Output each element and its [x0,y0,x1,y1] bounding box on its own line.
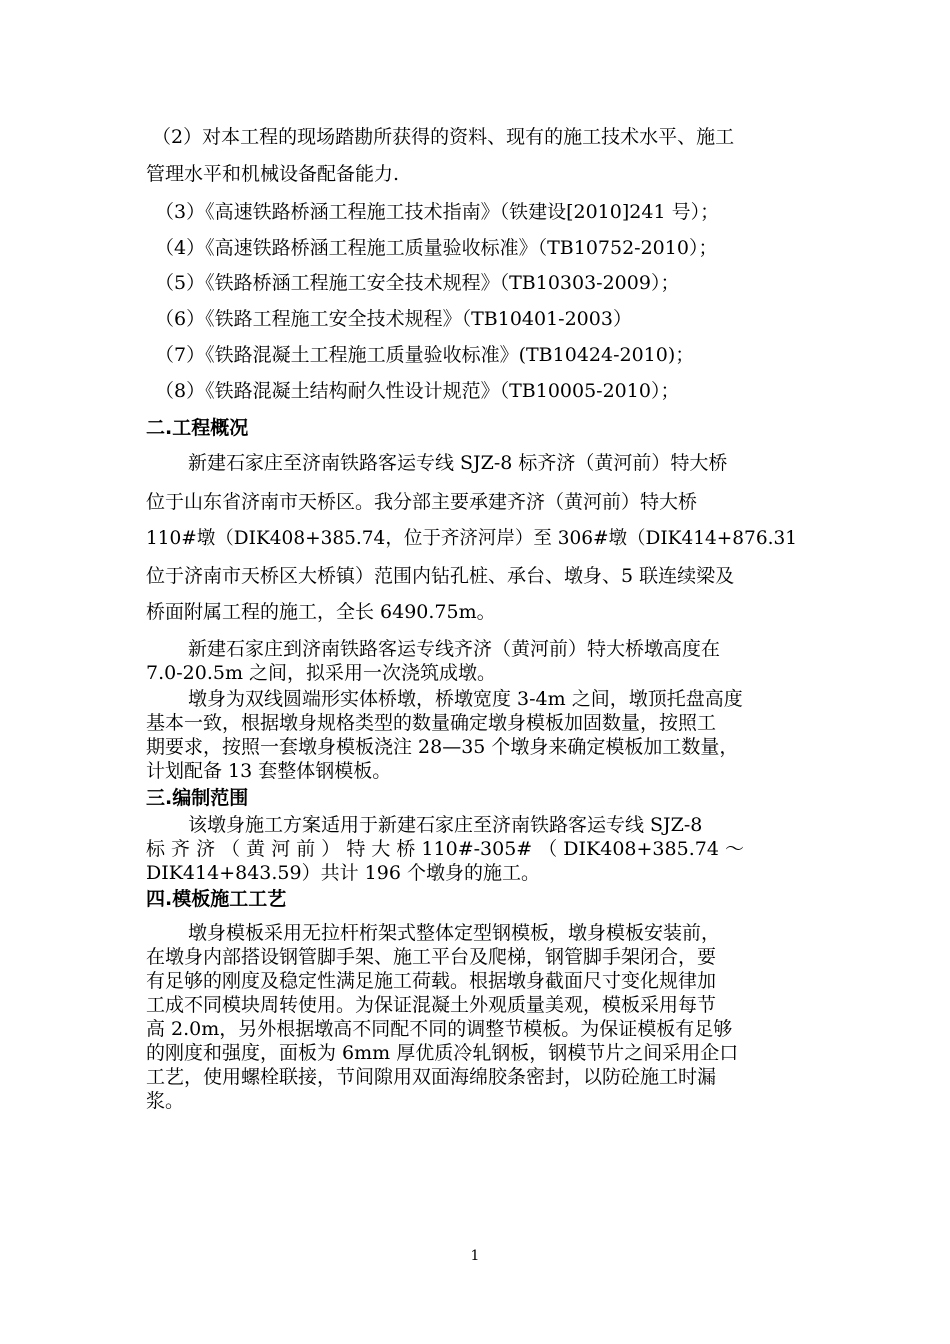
ref-item-3: （3）《高速铁路桥涵工程施工技术指南》（铁建设[2010]241 号）； [155,201,720,223]
section-2-p3-line-1: 墩身为双线圆端形实体桥墩，桥墩宽度 3-4m 之间，墩顶托盘高度 [188,688,743,710]
section-2-p1-line-3: 110#墩（DIK408+385.74，位于齐济河岸）至 306#墩（DIK414+876.31 [146,528,798,549]
section-2-p3-line-2: 基本一致，根据墩身规格类型的数量确定墩身模板加固数量，按照工 [146,712,717,734]
section-3-heading: 三.编制范围 [146,787,249,809]
ref-item-2-line-1: （2）对本工程的现场踏勘所获得的资料、现有的施工技术水平、施工 [152,126,735,148]
section-2-p1-line-4: 位于济南市天桥区大桥镇）范围内钻孔桩、承台、墩身、5 联连续梁及 [146,565,735,587]
ref-item-8: （8）《铁路混凝土结构耐久性设计规范》（TB10005-2010）； [155,380,680,402]
section-2-p1-line-5: 桥面附属工程的施工，全长 6490.75m。 [146,601,496,623]
section-4-p-line-8: 浆。 [146,1090,185,1112]
ref-item-4: （4）《高速铁路桥涵工程施工质量验收标准》（TB10752-2010）； [155,237,718,259]
page-number: 1 [470,1248,480,1264]
section-4-p-line-3: 有足够的刚度及稳定性满足施工荷载。根据墩身截面尺寸变化规律加 [146,970,717,992]
ref-item-6: （6）《铁路工程施工安全技术规程》（TB10401-2003） [155,308,632,330]
section-4-heading: 四.模板施工工艺 [146,888,287,910]
section-2-p2-line-1: 新建石家庄到济南铁路客运专线齐济（黄河前）特大桥墩高度在 [188,638,721,660]
section-3-p-line-3: DIK414+843.59）共计 196 个墩身的施工。 [146,862,540,884]
section-4-p-line-7: 工艺，使用螺栓联接，节间隙用双面海绵胶条密封，以防砼施工时漏 [146,1066,717,1088]
section-2-p3-line-3: 期要求，按照一套墩身模板浇注 28—35 个墩身来确定模板加工数量， [146,736,739,758]
ref-item-2-line-2: 管理水平和机械设备配备能力. [146,163,400,185]
ref-item-5: （5）《铁路桥涵工程施工安全技术规程》（TB10303-2009）； [155,272,680,294]
section-4-p-line-4: 工成不同模块周转使用。为保证混凝土外观质量美观，模板采用每节 [146,994,717,1016]
section-4-p-line-1: 墩身模板采用无拉杆桁架式整体定型钢模板，墩身模板安装前， [188,922,721,944]
section-4-p-line-2: 在墩身内部搭设钢管脚手架、施工平台及爬梯，钢管脚手架闭合，要 [146,946,717,968]
section-2-p2-line-2: 7.0-20.5m 之间，拟采用一次浇筑成墩。 [146,662,496,684]
section-3-p-line-2: 标 齐 济 （ 黄 河 前 ） 特 大 桥 110#-305# （ DIK408+385.74 ～ [146,838,744,860]
section-2-p3-line-4: 计划配备 13 套整体钢模板。 [146,760,392,782]
section-2-p1-line-2: 位于山东省济南市天桥区。我分部主要承建齐济（黄河前）特大桥 [146,491,698,513]
ref-item-7: （7）《铁路混凝土工程施工质量验收标准》(TB10424-2010)； [155,344,695,366]
section-2-p1-line-1: 新建石家庄至济南铁路客运专线 SJZ-8 标齐济（黄河前）特大桥 [188,452,728,474]
section-3-p-line-1: 该墩身施工方案适用于新建石家庄至济南铁路客运专线 SJZ-8 [188,814,703,836]
section-4-p-line-5: 高 2.0m，另外根据墩高不同配不同的调整节模板。为保证模板有足够 [146,1018,733,1040]
section-4-p-line-6: 的刚度和强度，面板为 6mm 厚优质冷轧钢板，钢模节片之间采用企口 [146,1042,739,1064]
section-2-heading: 二.工程概况 [146,417,249,439]
